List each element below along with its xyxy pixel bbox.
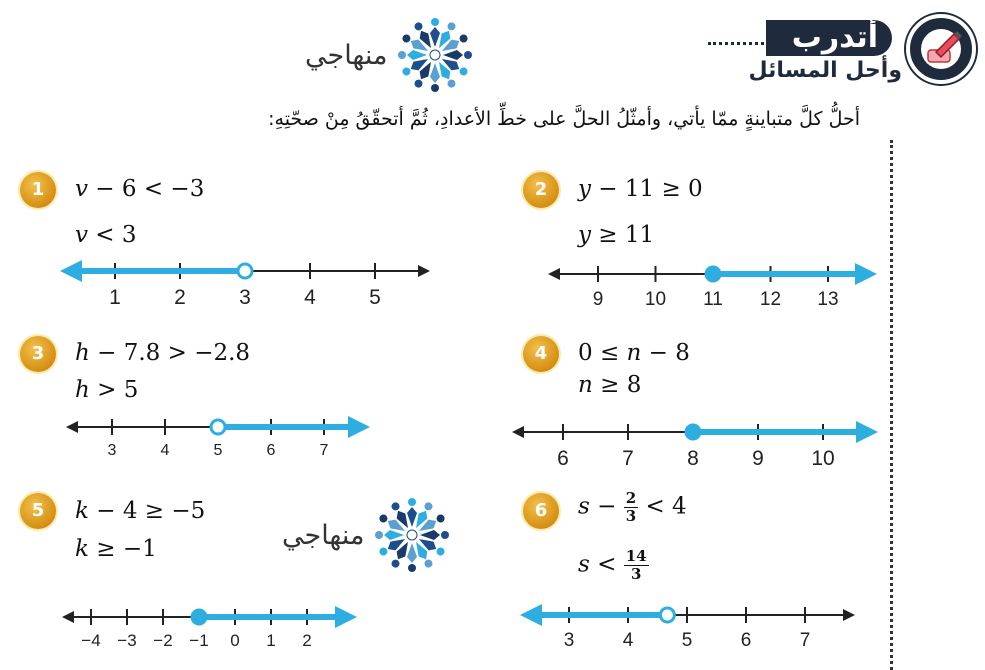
tick-label: 6 — [740, 630, 752, 651]
problem-2-solution: y ≥ 11 — [578, 222, 655, 248]
problem-1-solution: v < 3 — [75, 222, 137, 248]
problem-5-solution: k ≥ −1 — [75, 536, 157, 562]
logo-text: منهاجي — [305, 39, 388, 71]
tick-label: 7 — [319, 442, 329, 459]
tick-label: 9 — [592, 289, 604, 310]
axis-arrow-right — [843, 609, 855, 621]
tick-label: 2 — [302, 631, 312, 650]
tick-label: 10 — [811, 447, 835, 470]
tick-label: 1 — [266, 631, 276, 650]
tick-label: 7 — [799, 630, 811, 651]
tick-label: 10 — [644, 289, 667, 310]
tick-label: 5 — [213, 442, 223, 459]
tick-label: 12 — [759, 289, 782, 310]
logo-text: منهاجي — [282, 519, 365, 551]
tick-label: 3 — [563, 630, 575, 651]
problem-number-4: 4 — [523, 336, 559, 372]
tick-label: 3 — [107, 442, 117, 459]
tick-label: −4 — [81, 631, 101, 650]
problem-number-5: 5 — [20, 493, 56, 529]
problem-6-solution: s < $\frac{14}{3}$ — [578, 547, 647, 583]
tick-label: 13 — [817, 289, 839, 310]
problem-2-inequality: y − 11 ≥ 0 — [578, 176, 703, 202]
section-subtitle: وأحل المسائل — [748, 58, 902, 83]
problem-number-6: 6 — [523, 493, 559, 529]
tick-label: 8 — [687, 447, 699, 470]
tick-label: 4 — [304, 286, 316, 309]
tick-label: 3 — [239, 286, 251, 309]
tick-label: −3 — [117, 631, 137, 650]
tick-label: 11 — [703, 289, 723, 310]
instruction-text: أحلُّ كلَّ متباينةٍ ممّا يأتي، وأمثّلُ الحلَّ على خطِّ الأعدادِ، ثُمَّ أتحقّقُ مِنْ صحّتِهِ: — [268, 108, 860, 130]
section-title: أتدرب — [766, 20, 892, 56]
problem-1-inequality: v − 6 < −3 — [75, 176, 205, 202]
open-circle — [660, 608, 674, 622]
tick-label: 5 — [369, 286, 381, 309]
problem-4-inequality: 0 ≤ n − 8 — [578, 340, 690, 366]
tick-label: 4 — [160, 442, 170, 459]
tick-label: −1 — [189, 631, 209, 650]
solution-arrow — [520, 604, 542, 626]
problem-3-inequality: h − 7.8 > −2.8 — [75, 340, 251, 366]
tick-label: 4 — [622, 630, 634, 651]
tick-label: 6 — [266, 442, 276, 459]
problem-4-solution: n ≥ 8 — [578, 372, 642, 398]
tick-label: 7 — [622, 447, 634, 470]
problem-number-3: 3 — [20, 336, 56, 372]
tick-label: 6 — [557, 447, 569, 470]
tick-label: 5 — [681, 630, 693, 651]
problem-number-1: 1 — [20, 172, 56, 208]
tick-label: −2 — [153, 631, 173, 650]
tick-label: 9 — [752, 447, 764, 470]
tick-label: 2 — [174, 286, 186, 309]
problem-6-inequality: s − $\frac{2}{3}$ < 4 — [578, 489, 687, 525]
problem-5-inequality: k − 4 ≥ −5 — [75, 498, 206, 524]
tick-label: 1 — [109, 286, 121, 309]
problem-3-solution: h > 5 — [75, 377, 139, 403]
problem-number-2: 2 — [523, 172, 559, 208]
tick-label: 0 — [230, 631, 240, 650]
